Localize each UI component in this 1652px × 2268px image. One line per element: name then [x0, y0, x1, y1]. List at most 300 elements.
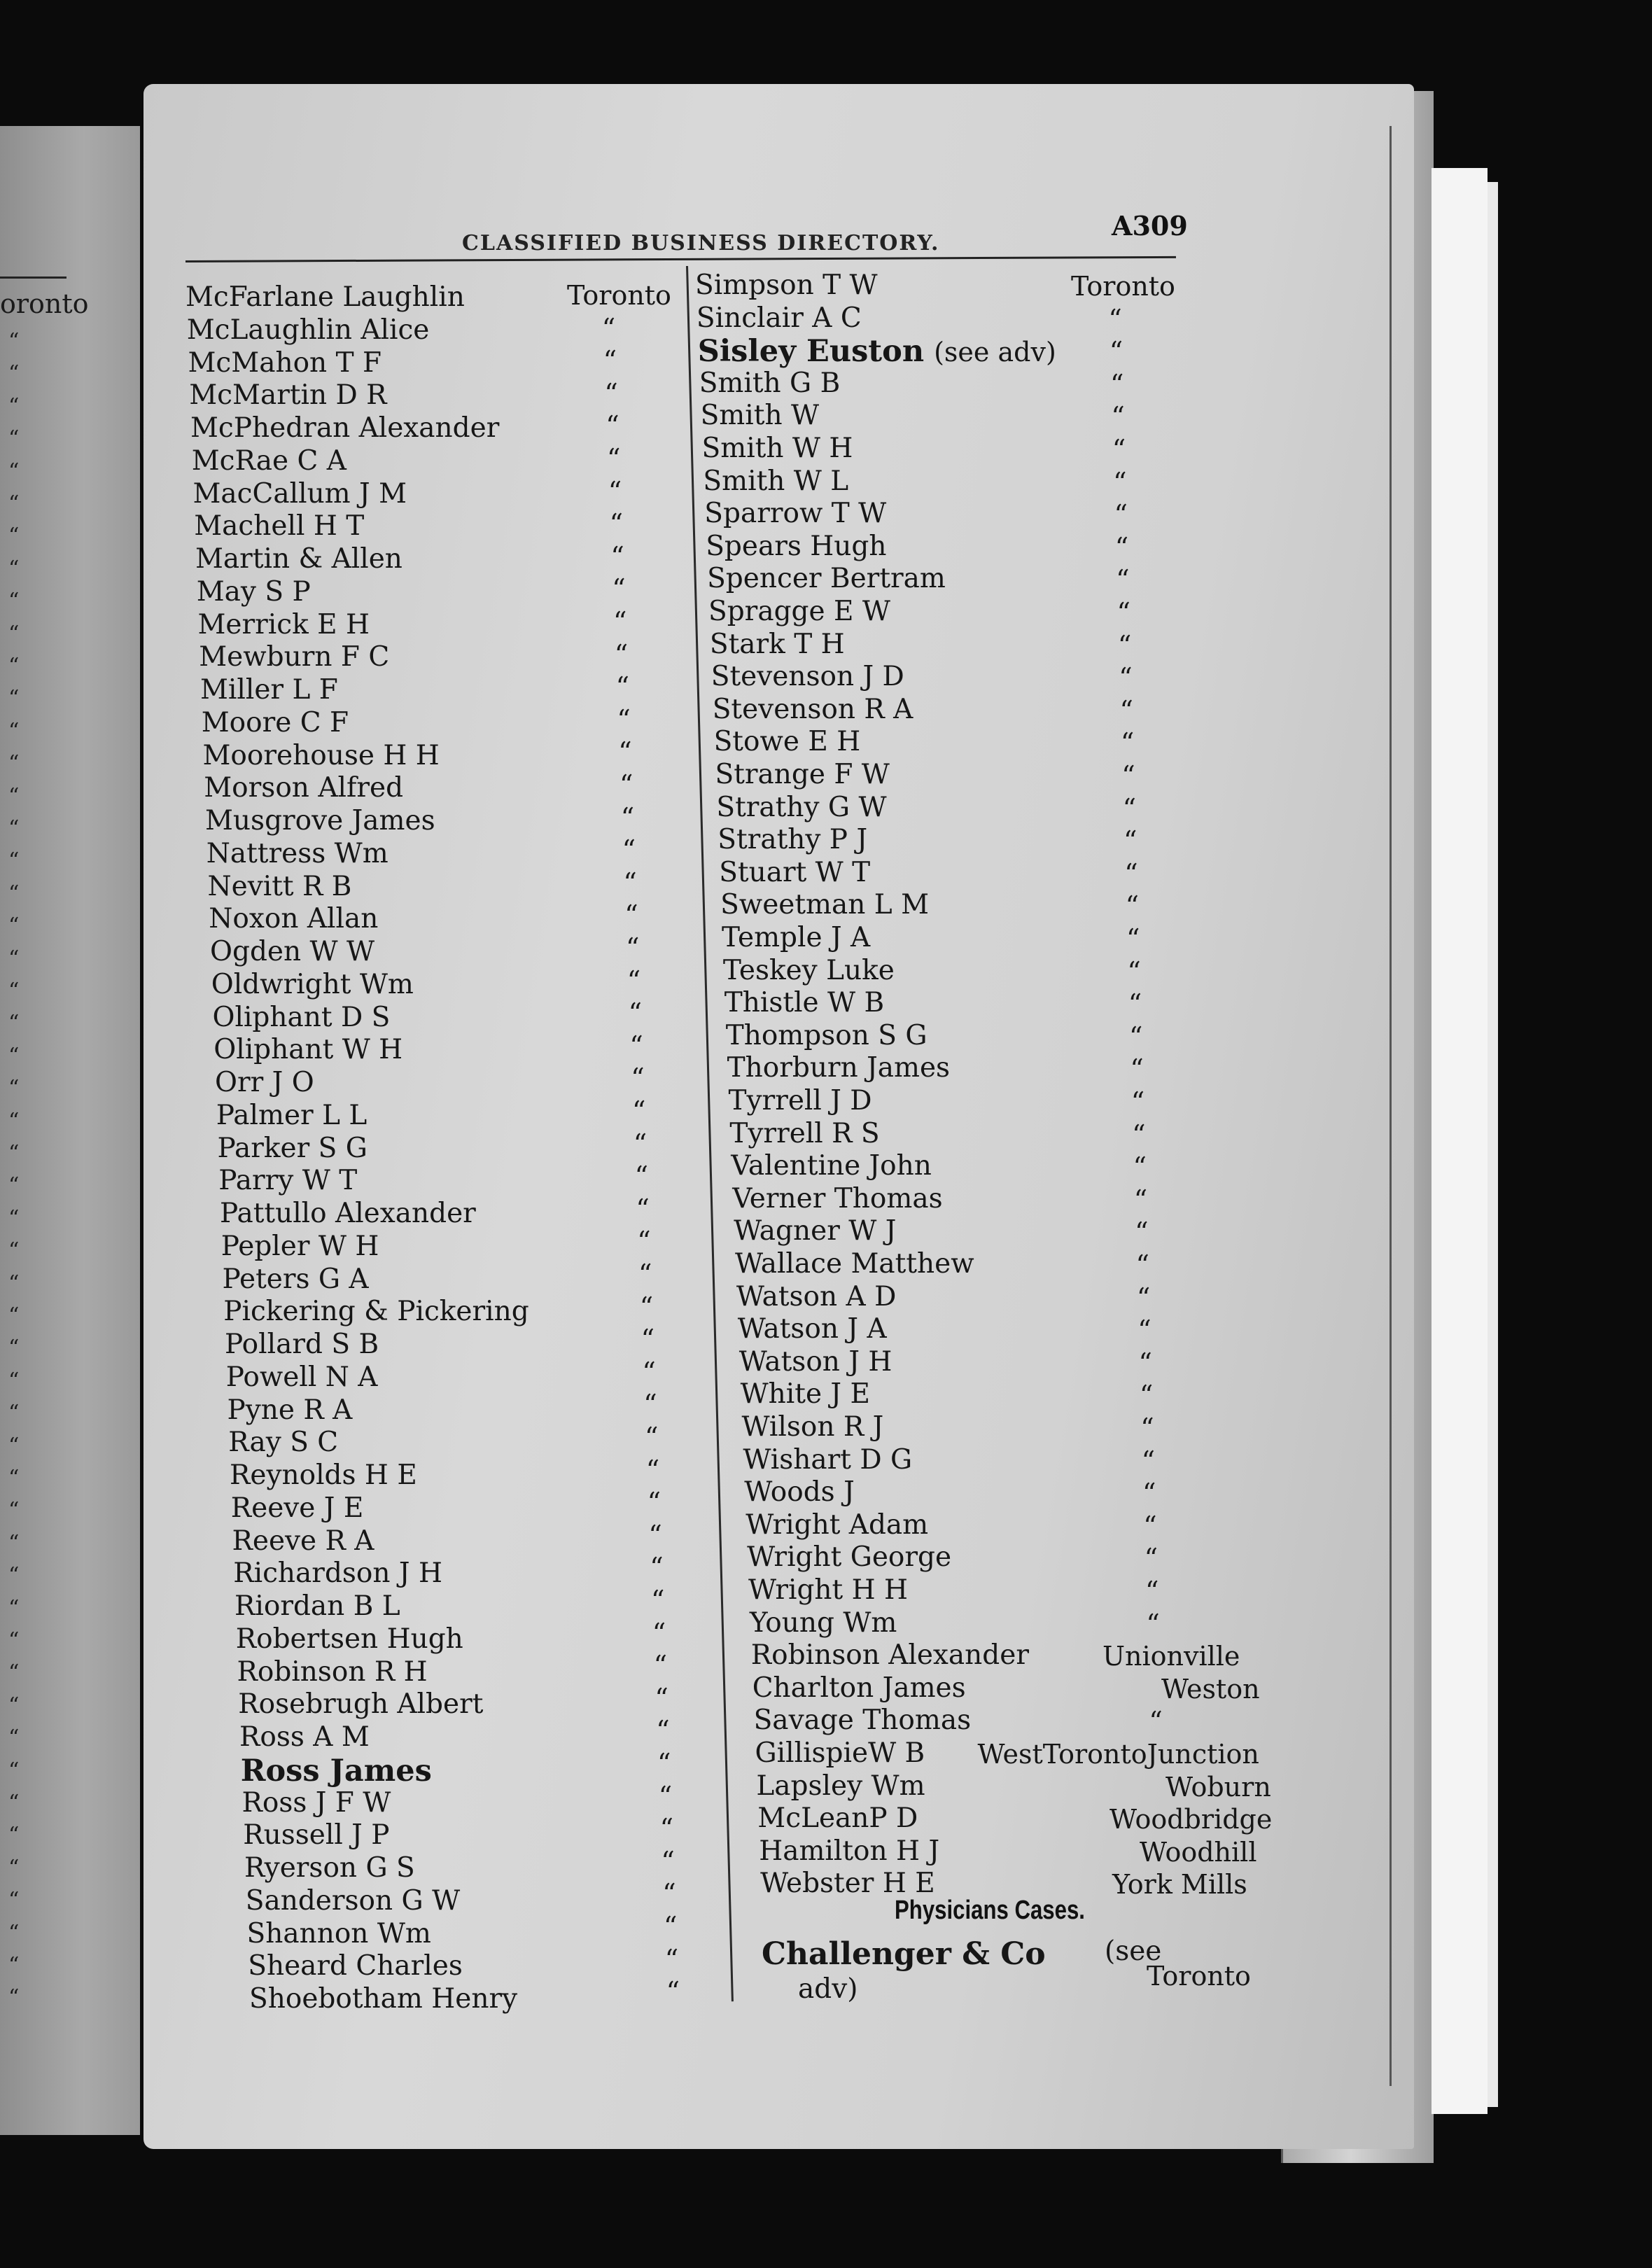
directory-entry-name-text: White J E: [740, 1378, 870, 1410]
left-page-ditto: “: [8, 1336, 20, 1361]
directory-entry-place: “: [659, 1813, 674, 1844]
directory-entry-name: [746, 1508, 929, 1541]
directory-entry-name-text: Stark T H: [709, 628, 845, 660]
directory-entry-place: “: [638, 1259, 652, 1289]
directory-entry-place: Unionville: [1102, 1641, 1240, 1672]
directory-entry-place: “: [640, 1324, 655, 1355]
section-heading: Physicians Cases.: [895, 1896, 1085, 1925]
directory-entry-name-text: Smith W L: [703, 465, 849, 497]
directory-entry-place: “: [1143, 1510, 1157, 1541]
directory-entry-place: “: [1110, 368, 1124, 400]
directory-entry-name-text: Stevenson R A: [712, 693, 913, 725]
directory-entry-name-text: Teskey Luke: [722, 954, 895, 986]
section-entry-note: (see: [1105, 1935, 1162, 1967]
left-page-ditto: “: [8, 1628, 20, 1653]
directory-entry-name: Sanderson G W: [245, 1884, 461, 1917]
directory-entry-name: Palmer L L: [216, 1099, 368, 1131]
left-page-ditto: “: [8, 686, 20, 711]
directory-entry-name: [718, 824, 868, 856]
directory-entry-place: “: [1144, 1543, 1158, 1574]
directory-entry-name: [757, 1802, 918, 1835]
directory-entry-place: “: [1132, 1119, 1146, 1150]
directory-entry-name: [753, 1704, 972, 1737]
directory-entry-name: Pyne R A: [227, 1394, 353, 1426]
directory-entry-name: Machell H T: [194, 510, 365, 542]
directory-entry-name-text: Strange F W: [715, 759, 890, 790]
directory-entry-name: [729, 1087, 872, 1114]
left-page-ditto: “: [8, 1855, 20, 1880]
directory-entry-name: Reeve R A: [232, 1525, 374, 1557]
directory-entry-name: Richardson J H: [233, 1558, 442, 1590]
directory-entry-name: McRae C A: [191, 444, 346, 477]
left-page-ditto: “: [8, 1758, 20, 1783]
left-page-ditto: “: [8, 1433, 20, 1458]
directory-entry-name: [716, 791, 887, 823]
directory-entry-name: May S P: [196, 575, 311, 608]
directory-entry-name: McPhedran Alexander: [190, 412, 500, 444]
directory-entry-name: [743, 1443, 913, 1476]
directory-entry-place: “: [1138, 1347, 1152, 1378]
left-page-ditto: “: [8, 979, 20, 1003]
section-entry: [762, 1936, 1046, 1972]
directory-entry-name-text: Smith W H: [701, 433, 853, 464]
directory-entry-place: Toronto: [567, 280, 671, 311]
directory-entry-name: [725, 1019, 927, 1051]
directory-entry-place: “: [645, 1422, 659, 1452]
directory-entry-place: “: [636, 1193, 650, 1224]
directory-entry-place: Woodhill: [1140, 1836, 1257, 1868]
directory-entry-place: “: [651, 1585, 665, 1616]
directory-entry-name: Peters G A: [222, 1263, 369, 1295]
directory-entry-name: [735, 1250, 974, 1278]
directory-entry-name: [727, 1054, 950, 1082]
directory-entry-place: “: [643, 1389, 657, 1420]
directory-entry-place: “: [1142, 1478, 1156, 1509]
page-number: A309: [1112, 210, 1188, 241]
directory-entry-place: “: [664, 1943, 679, 1975]
directory-entry-name: [703, 465, 849, 497]
directory-entry-name-text: McLeanP D: [757, 1802, 918, 1835]
directory-entry-place: “: [1114, 531, 1129, 563]
directory-entry-name: Parker S G: [217, 1132, 368, 1164]
left-page-ditto: “: [8, 1985, 20, 2010]
left-page-ditto: “: [8, 1660, 20, 1686]
left-page-ditto: “: [8, 1076, 20, 1101]
directory-entry-name: Sheard Charles: [248, 1950, 463, 1982]
directory-entry-name: Ray S C: [228, 1427, 339, 1459]
directory-entry-name-text: Thistle W B: [724, 987, 885, 1019]
directory-entry-name: [752, 1674, 966, 1702]
left-page-ditto: “: [8, 1693, 20, 1718]
directory-entry-name-text: Hamilton H J: [759, 1835, 940, 1867]
directory-entry-place: “: [628, 997, 643, 1029]
directory-entry-place: “: [657, 1748, 671, 1779]
directory-entry-name: Parry W T: [218, 1165, 358, 1197]
section-entry-name: Challenger & Co: [762, 1936, 1046, 1972]
directory-entry-name-text: Webster H E: [760, 1868, 935, 1900]
directory-entry-place: “: [1124, 858, 1138, 889]
directory-entry-place: “: [607, 443, 621, 474]
directory-entry-place: “: [615, 671, 630, 703]
left-page-ditto: “: [8, 589, 20, 614]
directory-entry-place: “: [612, 573, 626, 605]
directory-entry-name: [755, 1737, 925, 1769]
directory-entry-name: Pattullo Alexander: [220, 1198, 476, 1229]
directory-entry-name: McMahon T F: [188, 346, 382, 379]
directory-entry-place: Weston: [1161, 1673, 1260, 1704]
left-page-heading: oronto: [0, 288, 89, 319]
directory-entry-name: [715, 761, 890, 788]
directory-entry-name: [749, 1606, 897, 1639]
left-page-ditto: “: [8, 458, 20, 484]
directory-entry-name-text: Stevenson J D: [710, 661, 904, 693]
directory-entry-name: Reeve J E: [230, 1492, 364, 1524]
directory-entry-name-text: Strathy G W: [716, 791, 887, 823]
directory-entry-place: “: [645, 1454, 660, 1485]
directory-entry-place: “: [1116, 597, 1130, 628]
directory-entry-name: [722, 924, 870, 951]
left-page-ditto: “: [8, 1303, 20, 1328]
directory-entry-name-text: Wright H H: [748, 1574, 909, 1606]
directory-entry-name: Reynolds H E: [230, 1460, 417, 1491]
directory-entry-place: “: [1123, 825, 1138, 857]
left-page-ditto: “: [8, 1205, 20, 1231]
directory-entry-name: MacCallum J M: [192, 477, 407, 510]
left-page-ditto: “: [8, 913, 20, 939]
directory-entry-place: “: [1108, 303, 1122, 335]
directory-entry-name: [695, 272, 878, 299]
directory-entry-name-text: Thorburn James: [727, 1052, 951, 1084]
directory-entry-name: [707, 563, 946, 595]
directory-entry-name-text: Sisley Euston: [697, 334, 925, 370]
directory-entry-name: [700, 400, 820, 432]
directory-entry-name: [704, 498, 887, 530]
directory-entry-name-text: Young Wm: [749, 1606, 897, 1639]
directory-entry-name-text: Wallace Matthew: [735, 1248, 974, 1280]
directory-entry-name-text: Watson J H: [738, 1345, 892, 1378]
left-page-ditto: “: [8, 1953, 20, 1977]
directory-entry-place: “: [1111, 401, 1125, 433]
directory-entry-place: “: [1141, 1445, 1156, 1476]
directory-entry-name: [699, 367, 841, 399]
left-page-ditto: “: [8, 881, 20, 906]
directory-entry-name: Pepler W H: [220, 1230, 379, 1262]
directory-entry-name: Miller L F: [200, 674, 338, 706]
section-entry-place: Toronto: [1147, 1961, 1251, 1991]
directory-entry-name-text: Stowe E H: [713, 726, 861, 758]
directory-entry-name: [747, 1541, 952, 1574]
left-page-ditto: “: [8, 1108, 20, 1133]
directory-entry-name: McFarlane Laughlin: [186, 281, 465, 313]
directory-entry-name: Martin & Allen: [195, 543, 402, 575]
directory-entry-name: [713, 726, 861, 758]
directory-entry-place: “: [613, 606, 627, 637]
directory-entry-place: “: [1119, 694, 1133, 726]
directory-entry-place: “: [1139, 1380, 1154, 1411]
directory-entry-place: “: [652, 1617, 666, 1648]
directory-entry-place: “: [622, 834, 636, 866]
left-page-ditto: “: [8, 426, 20, 451]
directory-entry-name: Ross James: [240, 1753, 432, 1788]
directory-entry-name: [696, 304, 862, 332]
page-stack-edge: [1488, 182, 1498, 2107]
directory-entry-place: “: [603, 345, 617, 377]
directory-entry-place: “: [629, 1030, 643, 1061]
directory-entry-name-text: Wright George: [747, 1541, 952, 1574]
directory-entry-place: “: [633, 1128, 648, 1159]
directory-entry-name-text: Lapsley Wm: [756, 1770, 925, 1802]
directory-entry-name: Ryerson G S: [244, 1852, 415, 1884]
directory-entry-place: “: [601, 312, 616, 344]
directory-entry-name-text: Watson A D: [736, 1280, 897, 1312]
left-page-ditto: “: [8, 393, 20, 419]
left-page-ditto: “: [8, 524, 20, 549]
directory-entry-place: “: [632, 1096, 646, 1126]
directory-entry-name-text: Wilson R J: [741, 1411, 884, 1443]
directory-entry-place: “: [662, 1878, 676, 1910]
directory-entry-name: Russell J P: [243, 1819, 390, 1851]
directory-entry-name: [734, 1217, 896, 1245]
directory-entry-name: Shannon Wm: [246, 1917, 431, 1949]
directory-entry-place: “: [1140, 1413, 1154, 1443]
left-page-ditto: “: [8, 1563, 20, 1588]
directory-entry-name-text: Tyrrell J D: [728, 1085, 872, 1116]
directory-entry-name-text: Charlton James: [752, 1672, 966, 1704]
directory-entry-place: “: [626, 932, 640, 963]
directory-entry-place: “: [620, 769, 634, 800]
directory-entry-name: [697, 334, 1056, 370]
directory-entry-name-text: Stuart W T: [719, 856, 871, 888]
directory-entry-place: “: [642, 1356, 656, 1387]
directory-entry-place: “: [624, 899, 638, 931]
directory-entry-place: “: [1126, 923, 1140, 954]
directory-entry-name-text: Savage Thomas: [753, 1704, 972, 1737]
directory-entry-place: “: [648, 1519, 662, 1550]
directory-entry-name: Oliphant D S: [212, 1001, 391, 1033]
left-page-ditto: “: [8, 1011, 20, 1036]
left-page-ditto: “: [8, 1595, 20, 1620]
directory-entry-place: “: [1130, 1086, 1145, 1117]
directory-entry-name-text: Sparrow T W: [704, 498, 887, 530]
directory-entry-name-text: Verner Thomas: [732, 1182, 943, 1214]
directory-entry-name: [720, 889, 930, 921]
directory-entry-name: Oldwright Wm: [211, 968, 414, 1000]
directory-entry-name: Merrick E H: [197, 608, 370, 640]
directory-entry-name: Ogden W W: [210, 936, 375, 967]
directory-entry-name: McMartin D R: [189, 379, 387, 412]
left-page-ditto: “: [8, 1823, 20, 1848]
directory-entry-name-text: Strathy P J: [718, 824, 868, 856]
directory-entry-place: “: [617, 704, 631, 735]
directory-entry-name: Oliphant W H: [214, 1034, 403, 1066]
left-page-fragment: [0, 126, 140, 2135]
left-page-ditto: “: [8, 1173, 20, 1198]
directory-entry-name: [732, 1182, 943, 1214]
directory-entry-place: “: [1119, 662, 1133, 694]
left-page-ditto: “: [8, 1270, 20, 1296]
directory-entry-place: “: [1127, 955, 1141, 987]
directory-entry-name: [744, 1478, 854, 1506]
directory-entry-name: [724, 987, 885, 1019]
directory-entry-place: “: [1136, 1282, 1151, 1313]
directory-entry-name: Musgrove James: [205, 805, 435, 836]
directory-entry-place: “: [609, 508, 624, 540]
directory-entry-place: “: [1133, 1184, 1148, 1215]
directory-entry-place: “: [666, 1976, 680, 2008]
directory-entry-place: “: [654, 1682, 668, 1714]
directory-entry-name: [712, 693, 913, 725]
directory-entry-place: “: [1116, 564, 1130, 596]
directory-entry-name: [748, 1576, 908, 1604]
directory-entry-name: Nevitt R B: [207, 870, 352, 902]
directory-entry-place: “: [664, 1911, 678, 1942]
directory-entry-name: [760, 1868, 935, 1900]
directory-entry-place: “: [1149, 1706, 1163, 1737]
directory-entry-name: Robinson R H: [237, 1656, 428, 1688]
directory-entry-place: “: [634, 1161, 649, 1192]
directory-entry-name-text: Smith G B: [699, 367, 841, 399]
left-page-ditto: “: [8, 1401, 20, 1426]
directory-entry-name-text: Watson J A: [737, 1313, 887, 1345]
left-page-ditto: “: [8, 1043, 20, 1068]
directory-entry-name: Morson Alfred: [204, 772, 404, 804]
directory-entry-name: Noxon Allan: [209, 903, 379, 935]
directory-entry-name-text: Spears Hugh: [706, 530, 887, 562]
left-page-ditto: “: [8, 783, 20, 808]
directory-entry-place: “: [1128, 988, 1142, 1020]
directory-entry-name-text: Smith W: [700, 400, 820, 432]
directory-entry-place: “: [618, 736, 632, 768]
left-page-ditto: “: [8, 1466, 20, 1490]
directory-entry-name-text: Thompson S G: [725, 1019, 927, 1051]
left-page-ditto: “: [8, 1791, 20, 1815]
directory-entry-name: Powell N A: [225, 1361, 378, 1393]
directory-entry-name-text: Wright Adam: [746, 1508, 929, 1541]
directory-entry-name: [708, 598, 890, 625]
directory-entry-name: [706, 530, 887, 562]
directory-entry-place: “: [1138, 1315, 1152, 1346]
directory-entry-place: “: [1135, 1217, 1149, 1248]
directory-entry-place: “: [650, 1552, 664, 1583]
directory-entry-name: [736, 1280, 897, 1312]
left-page-ditto: “: [8, 361, 20, 386]
directory-entry-place: “: [1146, 1608, 1160, 1639]
directory-entry-place: “: [620, 802, 635, 833]
directory-entry-name-text: Wagner W J: [734, 1215, 897, 1247]
directory-entry-place: “: [626, 965, 641, 996]
running-title: CLASSIFIED BUSINESS DIRECTORY.: [462, 231, 940, 255]
directory-entry-place: “: [1129, 1021, 1143, 1052]
directory-entry-place: “: [623, 867, 637, 898]
directory-entry-name-text: Sinclair A C: [696, 302, 862, 334]
directory-entry-place: “: [1145, 1576, 1159, 1606]
directory-entry-place: “: [1109, 336, 1124, 368]
directory-entry-name: Nattress Wm: [206, 837, 388, 869]
left-page-ditto: “: [8, 718, 20, 743]
left-page-ditto: “: [8, 816, 20, 841]
directory-entry-name-text: Simpson T W: [695, 270, 878, 301]
directory-entry-place: “: [614, 638, 629, 670]
directory-entry-name: Ross A M: [239, 1721, 370, 1753]
directory-entry-name: [742, 1413, 884, 1441]
directory-entry-name: Moorehouse H H: [202, 739, 440, 771]
left-page-ditto: “: [8, 1726, 20, 1751]
directory-entry-name-text: Tyrrell R S: [729, 1117, 880, 1149]
directory-entry-name-text: Valentine John: [731, 1150, 932, 1182]
directory-entry-place: “: [1122, 792, 1137, 824]
directory-entry-place: WestTorontoJunction: [977, 1739, 1259, 1770]
directory-entry-name-text: Temple J A: [722, 922, 871, 953]
left-page-ditto: “: [8, 848, 20, 874]
directory-entry-name: Orr J O: [215, 1067, 314, 1098]
directory-entry-name: Pickering & Pickering: [223, 1296, 529, 1328]
directory-entry-place: “: [1135, 1250, 1149, 1280]
left-page-ditto: “: [8, 1888, 20, 1913]
left-page-rule: [0, 276, 66, 279]
directory-entry-place: Woburn: [1166, 1771, 1271, 1802]
directory-entry-name: [738, 1315, 887, 1343]
directory-entry-name: [722, 954, 895, 986]
directory-entry-name-text: Wishart D G: [743, 1443, 913, 1476]
directory-entry-place: “: [653, 1650, 668, 1681]
directory-entry-name-text: Spragge E W: [708, 596, 890, 627]
directory-entry-place: “: [1133, 1152, 1147, 1183]
directory-entry-name: McLaughlin Alice: [186, 314, 430, 346]
page-margin-line: [1390, 126, 1392, 2086]
directory-entry-name: Shoebotham Henry: [249, 1983, 518, 2015]
directory-entry-place: “: [639, 1291, 654, 1322]
left-page-ditto: “: [8, 1238, 20, 1264]
directory-entry-place: “: [658, 1780, 673, 1812]
directory-entry-place: “: [1117, 629, 1132, 661]
directory-entry-note: (see adv): [934, 337, 1056, 368]
directory-entry-place: “: [647, 1487, 662, 1518]
directory-entry-name: Riordan B L: [234, 1590, 400, 1622]
directory-entry-name: [710, 661, 904, 693]
directory-entry-name-text: Sweetman L M: [720, 889, 930, 921]
directory-entry-name: [719, 856, 871, 888]
directory-entry-place: “: [1112, 434, 1126, 465]
directory-entry-name: Pollard S B: [225, 1329, 379, 1360]
directory-entry-name: [731, 1152, 932, 1180]
directory-entry-place: Woodbridge: [1110, 1804, 1273, 1835]
directory-entry-name: [709, 628, 845, 660]
left-page-ditto: “: [8, 329, 20, 354]
directory-entry-place: York Mills: [1112, 1869, 1247, 1900]
left-page-ditto: “: [8, 1368, 20, 1393]
directory-entry-name: Rosebrugh Albert: [238, 1688, 484, 1721]
directory-entry-place: “: [631, 1063, 645, 1094]
left-page-ditto: “: [8, 1530, 20, 1555]
directory-entry-name: [756, 1772, 925, 1800]
directory-entry-place: “: [1114, 499, 1128, 531]
directory-entry-name-text: Woods J: [744, 1476, 855, 1508]
directory-entry-name: Ross J F W: [241, 1786, 391, 1819]
directory-entry-name: [729, 1117, 880, 1149]
directory-entry-name-text: Spencer Bertram: [707, 563, 946, 595]
directory-entry-name: [759, 1837, 939, 1865]
directory-entry-name-text: GillispieW B: [755, 1737, 925, 1769]
left-page-ditto: “: [8, 654, 20, 678]
page-stack-edge: [1432, 168, 1488, 2114]
directory-entry-place: “: [1121, 760, 1135, 791]
directory-entry-name: [741, 1380, 870, 1408]
left-page-ditto: “: [8, 946, 20, 971]
directory-entry-name: [738, 1345, 892, 1378]
left-page-ditto: “: [8, 556, 20, 581]
left-page-ditto: “: [8, 1141, 20, 1166]
directory-entry-name: [750, 1639, 1029, 1672]
